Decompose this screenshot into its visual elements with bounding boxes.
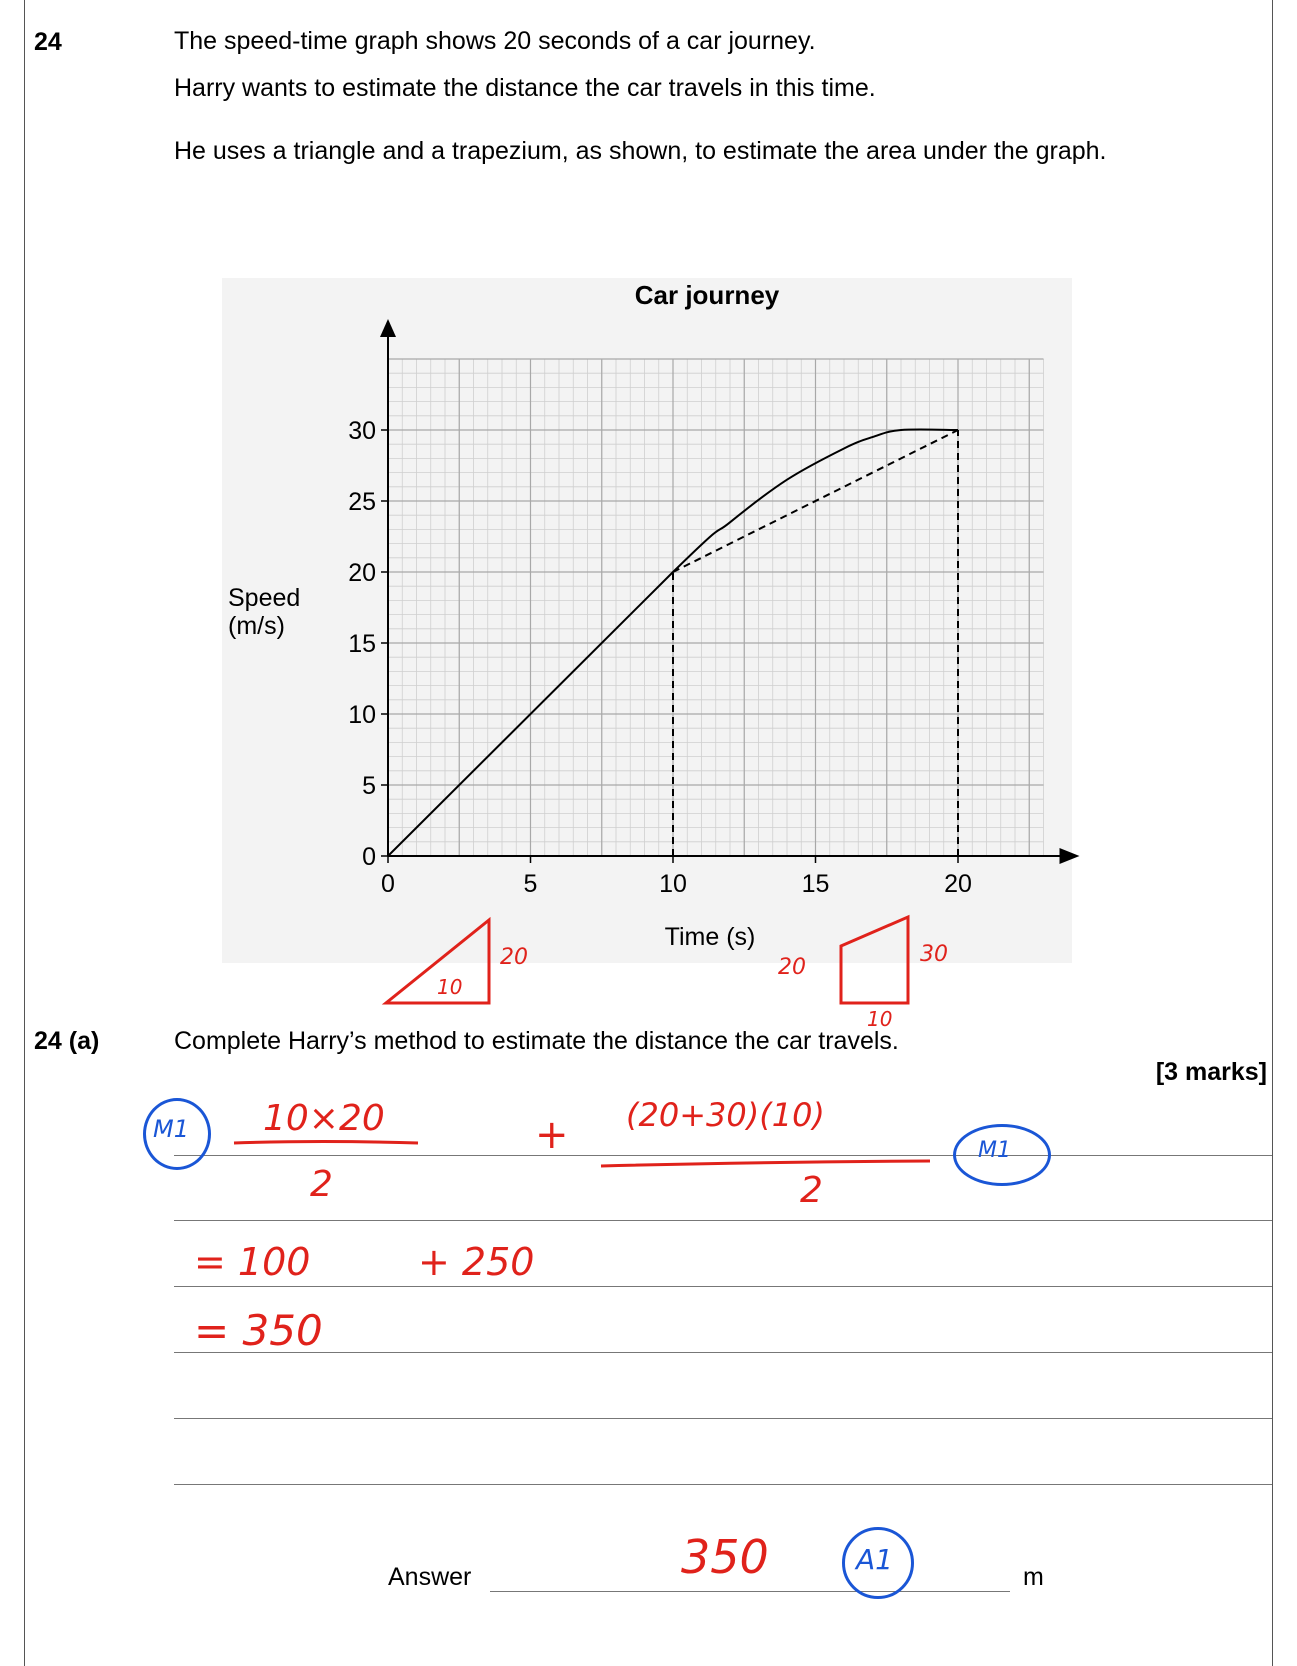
y-tick-label: 15 [348, 630, 376, 658]
y-tick-label: 25 [348, 488, 376, 516]
fraction1-numerator: 10×20 [263, 1098, 385, 1139]
question-number: 24 [34, 28, 62, 56]
fraction1-denominator: 2 [310, 1164, 333, 1205]
question-line-2: Harry wants to estimate the distance the car travels in this time. [174, 74, 876, 102]
answer-rule-6 [174, 1484, 1272, 1485]
y-tick-label: 20 [348, 559, 376, 587]
fraction-bar-2 [601, 1161, 930, 1166]
y-axis-label-line: Speed [228, 584, 301, 612]
part-label: 24 (a) [34, 1027, 100, 1055]
answer-unit: m [1023, 1563, 1044, 1591]
y-tick-label: 10 [348, 701, 376, 729]
fraction2-denominator: 2 [800, 1170, 823, 1211]
y-tick-label: 0 [362, 843, 376, 871]
answer-label: Answer [388, 1563, 472, 1591]
plus-sign-1: + [535, 1112, 569, 1158]
working-step-2-plus: + 250 [418, 1240, 535, 1284]
trapezium-base-label: 10 [867, 1007, 893, 1031]
question-line-1: The speed-time graph shows 20 seconds of a car journey. [174, 27, 816, 55]
x-tick-label: 10 [659, 870, 687, 898]
x-tick-label: 15 [801, 870, 830, 898]
trapezium-sketch [841, 917, 908, 1003]
triangle-height-label: 20 [500, 945, 528, 970]
answer-rule-1 [174, 1155, 1272, 1156]
x-tick-label: 0 [381, 870, 395, 898]
working-step-3: = 350 [194, 1306, 323, 1355]
y-axis-label-line: (m/s) [228, 612, 285, 640]
y-tick-label: 30 [348, 417, 376, 445]
working-step-2: = 100 [194, 1240, 311, 1284]
m1-mark-right: M1 [978, 1138, 1011, 1163]
trapezium-left-label: 20 [778, 955, 806, 980]
triangle-base-label: 10 [437, 975, 463, 999]
marks-label: [3 marks] [1155, 1058, 1267, 1086]
fraction2-numerator: (20+30)(10) [626, 1096, 825, 1134]
chart-title: Car journey [634, 280, 780, 310]
answer-line[interactable] [490, 1591, 1010, 1592]
question-line-3: He uses a triangle and a trapezium, as shown, to estimate the area under the graph. [174, 137, 1107, 165]
trapezium-right-label: 30 [920, 942, 948, 967]
answer-rule-5 [174, 1418, 1272, 1419]
answer-rule-4 [174, 1352, 1272, 1353]
fraction-bar-1 [234, 1142, 418, 1144]
answer-value: 350 [681, 1530, 769, 1584]
y-tick-label: 5 [362, 772, 376, 800]
x-axis-label: Time (s) [664, 923, 756, 951]
answer-rule-3 [174, 1286, 1272, 1287]
part-question-text: Complete Harry’s method to estimate the distance the car travels. [174, 1027, 899, 1055]
x-tick-label: 5 [523, 870, 538, 898]
answer-rule-2 [174, 1220, 1272, 1221]
x-tick-label: 20 [944, 870, 972, 898]
a1-mark: A1 [856, 1543, 893, 1576]
m1-mark-left: M1 [153, 1115, 189, 1143]
